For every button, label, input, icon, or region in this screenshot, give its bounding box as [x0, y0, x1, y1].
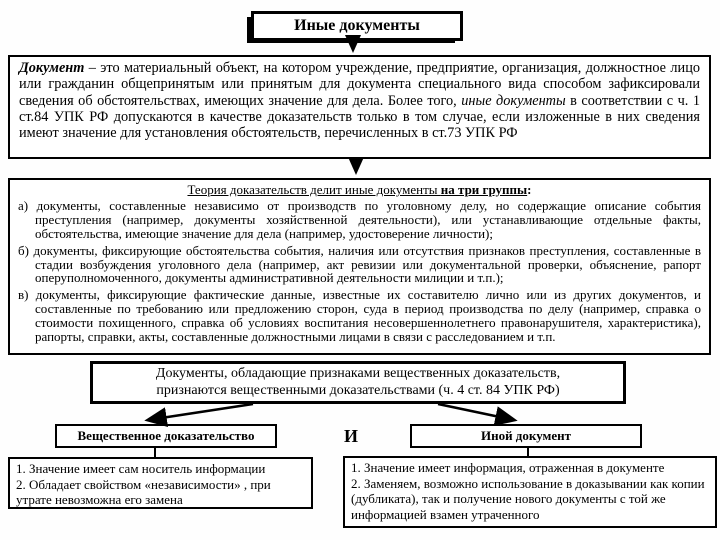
material-evidence-label: Вещественное доказательство — [77, 428, 255, 443]
definition-box — [8, 55, 711, 159]
recognition-box — [90, 361, 626, 404]
definition-text: Документ – это материальный объект, на котором учреждение, предприятие, организация, должностное лицо или гражданин общепринятым или принятым для документа специального вида способом зафиксировали сведения об обстоятельствах, имеющих значение для дела. Более того, иные документы в соответствии с ч. 1 ст.84 УПК РФ допускаются в качестве доказательств только в том случае, если изложенные в них сведения имеют значение для установления обстоятельств, перечисленных в ст.73 УПК РФ — [19, 60, 700, 142]
other-document-point: 1. Значение имеет информация, отраженная в документе — [351, 460, 665, 475]
other-document-label: Иной документ — [480, 428, 572, 443]
arrow-recognition-to-other-document — [438, 404, 514, 420]
page-title: Иные документы — [294, 17, 420, 34]
group-item-b — [18, 244, 701, 286]
groups-heading: Теория доказательств делит иные документы на три группы: — [187, 182, 532, 197]
group-item-label: в) — [18, 287, 29, 303]
other-document-details-box — [343, 456, 717, 528]
group-item-text: документы, составленные независимо от производств по уголовному делу, но содержащие описание события преступления (например, документы хозяйственной деятельности), или устанавливающие отдельные факты, обстоятельства, имеющие значение для дела (например, удостоверение личности); — [35, 197, 702, 241]
group-item-a — [18, 199, 701, 241]
group-item-label: б) — [18, 242, 29, 258]
groups-box — [8, 178, 711, 355]
group-item-text: документы, фиксирующие фактические данные, известные их составителю лично или из других документов, и составленные по требованию или предложению сторон, суда в период производства по делу (например, справка о стоимости похищенного, справка об условиях воспитания несовершеннолетнего правонарушителя, характеристика), рапорты, справки, акты, составленные должностными лицами в связи с расследованием и т.п. — [35, 287, 702, 345]
title-box — [251, 11, 463, 41]
group-item-v — [18, 288, 701, 344]
other-document-point: 2. Заменяем, возможно использование в доказывании как копии (дубликата), так и получение нового документы с той же информацией взамен утраченного — [351, 475, 705, 522]
group-item-text: документы, фиксирующие обстоятельства события, наличия или отсутствия признаков преступления, составленные в стадии возбуждения уголовного дела (например, акт ревизии или документальной проверки, объяснение, рапорт оперуполномоченного, документы административной деятельности милиции и т.п.); — [33, 242, 701, 286]
material-evidence-label-box — [55, 424, 277, 448]
arrow-recognition-to-material-evidence — [148, 404, 253, 420]
recognition-line2: признаются вещественными доказательствами (ч. 4 ст. 84 УПК РФ) — [156, 382, 560, 398]
other-document-label-box — [410, 424, 642, 448]
recognition-line1: Документы, обладающие признаками вещественных доказательств, — [155, 366, 561, 381]
and-connector-label: И — [343, 425, 358, 446]
material-evidence-point: 2. Обладает свойством «независимости» , при утрате невозможна его замена — [16, 476, 271, 507]
material-evidence-details-box — [8, 457, 313, 509]
material-evidence-point: 1. Значение имеет сам носитель информации — [16, 461, 266, 476]
group-item-label: а) — [18, 197, 29, 213]
